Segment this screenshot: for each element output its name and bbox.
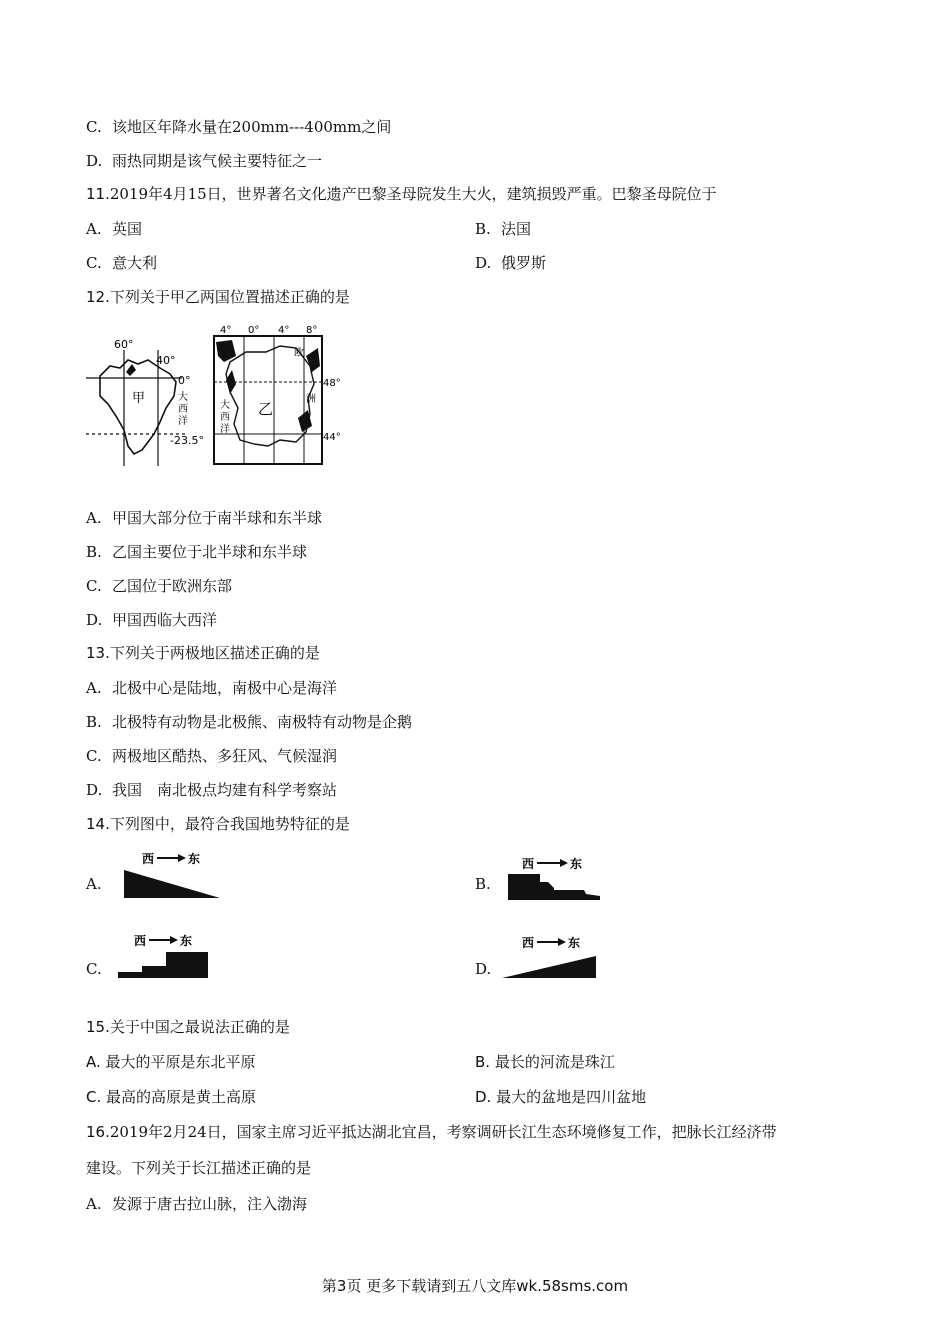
question-14-stem xyxy=(86,814,350,834)
option-letter: A. xyxy=(86,875,102,893)
east-label: 东 xyxy=(570,857,583,871)
question-11-stem xyxy=(86,184,717,204)
option-text: 意大利 xyxy=(112,254,158,272)
question-text: 下列图中，最符合我国地势特征的是 xyxy=(109,815,350,833)
terrain-shape xyxy=(508,874,600,900)
land-fill-nw xyxy=(216,340,236,362)
q12-option-d xyxy=(86,610,217,630)
option-letter: C. xyxy=(86,254,102,272)
option-text: 发源于唐古拉山脉，注入渤海 xyxy=(112,1195,308,1213)
q12-option-a xyxy=(86,508,322,528)
country-label-jia: 甲 xyxy=(132,391,146,406)
ocean-label-2: 西 xyxy=(220,412,230,423)
west-label: 西 xyxy=(522,936,535,950)
lat-label-44: 44° xyxy=(323,432,341,443)
option-letter: D. xyxy=(475,960,492,978)
q10-option-c xyxy=(86,117,391,137)
map-jia xyxy=(86,330,206,470)
option-letter: A. xyxy=(86,1195,102,1213)
option-letter: A. xyxy=(86,220,102,238)
option-text: 最大的盆地是四川盆地 xyxy=(496,1088,647,1106)
terrain-profile-a xyxy=(120,850,224,904)
map-yi xyxy=(210,322,350,470)
q11-option-c xyxy=(86,253,157,273)
option-text: 最大的平原是东北平原 xyxy=(105,1053,256,1071)
option-text: 该地区年降水量在200mm---400mm之间 xyxy=(112,118,392,136)
q14-option-d-letter xyxy=(475,959,491,979)
option-letter: B. xyxy=(86,543,102,561)
option-text: 甲国西临大西洋 xyxy=(112,611,218,629)
question-number: 14. xyxy=(86,815,110,833)
page-footer: 第3页 更多下载请到五八文库wk.58sms.com xyxy=(321,1277,629,1295)
arrow-head-icon xyxy=(170,936,178,944)
q11-option-d xyxy=(475,253,546,273)
lat-label-23: -23.5° xyxy=(170,434,204,447)
option-letter: A. xyxy=(86,509,102,527)
ocean-label-1: 大 xyxy=(178,392,188,403)
q15-option-d xyxy=(475,1087,646,1107)
q13-option-a xyxy=(86,678,337,698)
lat-label-0: 0° xyxy=(178,374,191,387)
question-number: 12. xyxy=(86,288,110,306)
east-label: 东 xyxy=(188,852,201,866)
q16-option-a xyxy=(86,1194,307,1214)
option-letter: C. xyxy=(86,747,102,765)
option-letter: D. xyxy=(86,152,103,170)
map-jia-svg xyxy=(86,330,206,470)
question-number: 16. xyxy=(86,1123,110,1141)
q13-option-c xyxy=(86,746,337,766)
option-letter: A. xyxy=(86,1053,101,1071)
option-letter: D. xyxy=(475,1088,492,1106)
terrain-shape xyxy=(118,952,208,978)
question-text: 下列关于甲乙两国位置描述正确的是 xyxy=(109,288,350,306)
q13-option-d xyxy=(86,780,337,800)
option-letter: C. xyxy=(86,577,102,595)
east-label: 东 xyxy=(568,936,581,950)
question-15-stem xyxy=(86,1017,290,1037)
option-text: 乙国主要位于北半球和东半球 xyxy=(112,543,308,561)
ocean-label-3: 洋 xyxy=(178,416,188,427)
arrow-head-icon xyxy=(560,859,568,867)
option-letter: B. xyxy=(475,1053,491,1071)
option-text: 法国 xyxy=(501,220,532,238)
east-label: 东 xyxy=(180,934,193,948)
option-text: 雨热同期是该气候主要特征之一 xyxy=(112,152,323,170)
q15-option-c xyxy=(86,1087,256,1107)
terrain-svg-a xyxy=(120,850,224,904)
question-number: 15. xyxy=(86,1018,110,1036)
option-text: 北极中心是陆地，南极中心是海洋 xyxy=(112,679,338,697)
terrain-profile-c xyxy=(114,932,214,982)
question-number: 13. xyxy=(86,644,110,662)
continent-outline xyxy=(100,360,176,454)
terrain-shape xyxy=(124,870,220,898)
arrow-head-icon xyxy=(178,854,186,862)
question-text: 2019年4月15日，世界著名文化遗产巴黎圣母院发生大火，建筑损毁严重。巴黎圣母院位于 xyxy=(109,185,717,203)
question-text: 建设。下列关于长江描述正确的是 xyxy=(86,1159,312,1177)
q11-option-a xyxy=(86,219,142,239)
map-yi-svg xyxy=(210,322,350,470)
country-outline xyxy=(226,346,314,446)
option-letter: D. xyxy=(475,254,492,272)
ocean-label-3: 洋 xyxy=(220,424,230,435)
option-text: 两极地区酷热、多狂风、气候湿润 xyxy=(112,747,338,765)
option-letter: B. xyxy=(475,875,491,893)
q14-option-b-letter xyxy=(475,874,491,894)
land-fill-ne xyxy=(306,348,320,372)
terrain-profile-b xyxy=(504,854,604,906)
option-letter: D. xyxy=(86,781,103,799)
ocean-label-1: 大 xyxy=(220,400,230,411)
lon-label-e4: 4° xyxy=(278,325,290,336)
arrow-head-icon xyxy=(558,938,566,946)
option-text: 乙国位于欧洲东部 xyxy=(112,577,233,595)
question-12-stem xyxy=(86,287,350,307)
lon-label-e8: 8° xyxy=(306,325,318,336)
q13-option-b xyxy=(86,712,412,732)
q12-option-c xyxy=(86,576,232,596)
question-text: 关于中国之最说法正确的是 xyxy=(109,1018,290,1036)
option-letter: C. xyxy=(86,960,102,978)
option-letter: C. xyxy=(86,1088,102,1106)
option-letter: D. xyxy=(86,611,103,629)
q14-option-c-letter xyxy=(86,959,102,979)
option-letter: B. xyxy=(86,713,102,731)
west-label: 西 xyxy=(134,934,147,948)
question-13-stem xyxy=(86,643,320,663)
terrain-svg-d xyxy=(498,932,602,982)
lon-label-0: 0° xyxy=(248,325,260,336)
west-label: 西 xyxy=(142,852,155,866)
option-text: 甲国大部分位于南半球和东半球 xyxy=(112,509,323,527)
option-text: 俄罗斯 xyxy=(501,254,547,272)
terrain-shape xyxy=(502,956,596,978)
lon-label-40: 40° xyxy=(156,354,176,367)
q10-option-d xyxy=(86,151,322,171)
option-letter: C. xyxy=(86,118,102,136)
land-fill xyxy=(126,364,136,376)
terrain-profile-d xyxy=(498,932,602,982)
q14-option-a-letter xyxy=(86,874,102,894)
question-16-stem-cont xyxy=(86,1158,311,1178)
lon-label-60: 60° xyxy=(114,338,134,351)
lon-label-w4: 4° xyxy=(220,325,232,336)
terrain-svg-c xyxy=(114,932,214,982)
option-text: 英国 xyxy=(112,220,143,238)
q11-option-b xyxy=(475,219,531,239)
question-number: 11. xyxy=(86,185,110,203)
ocean-label-2: 西 xyxy=(178,404,188,415)
option-text: 最长的河流是珠江 xyxy=(494,1053,615,1071)
option-text: 北极特有动物是北极熊、南极特有动物是企鹅 xyxy=(112,713,413,731)
q12-option-b xyxy=(86,542,307,562)
lat-label-48: 48° xyxy=(323,378,341,389)
question-16-stem xyxy=(86,1122,777,1142)
option-letter: B. xyxy=(475,220,491,238)
country-label-yi: 乙 xyxy=(258,400,274,418)
option-text: 最高的高原是黄土高原 xyxy=(106,1088,257,1106)
west-label: 西 xyxy=(522,857,535,871)
option-text: 我国 南北极点均建有科学考察站 xyxy=(112,781,338,799)
continent-label-zhou: 洲 xyxy=(306,394,316,405)
option-letter: A. xyxy=(86,679,102,697)
question-text: 2019年2月24日，国家主席习近平抵达湖北宜昌，考察调研长江生态环境修复工作，把脉长江经济带 xyxy=(109,1123,777,1141)
q15-option-a xyxy=(86,1052,256,1072)
q15-option-b xyxy=(475,1052,615,1072)
question-text: 下列关于两极地区描述正确的是 xyxy=(109,644,320,662)
continent-label-ou: 欧 xyxy=(294,348,304,359)
terrain-svg-b xyxy=(504,854,604,906)
